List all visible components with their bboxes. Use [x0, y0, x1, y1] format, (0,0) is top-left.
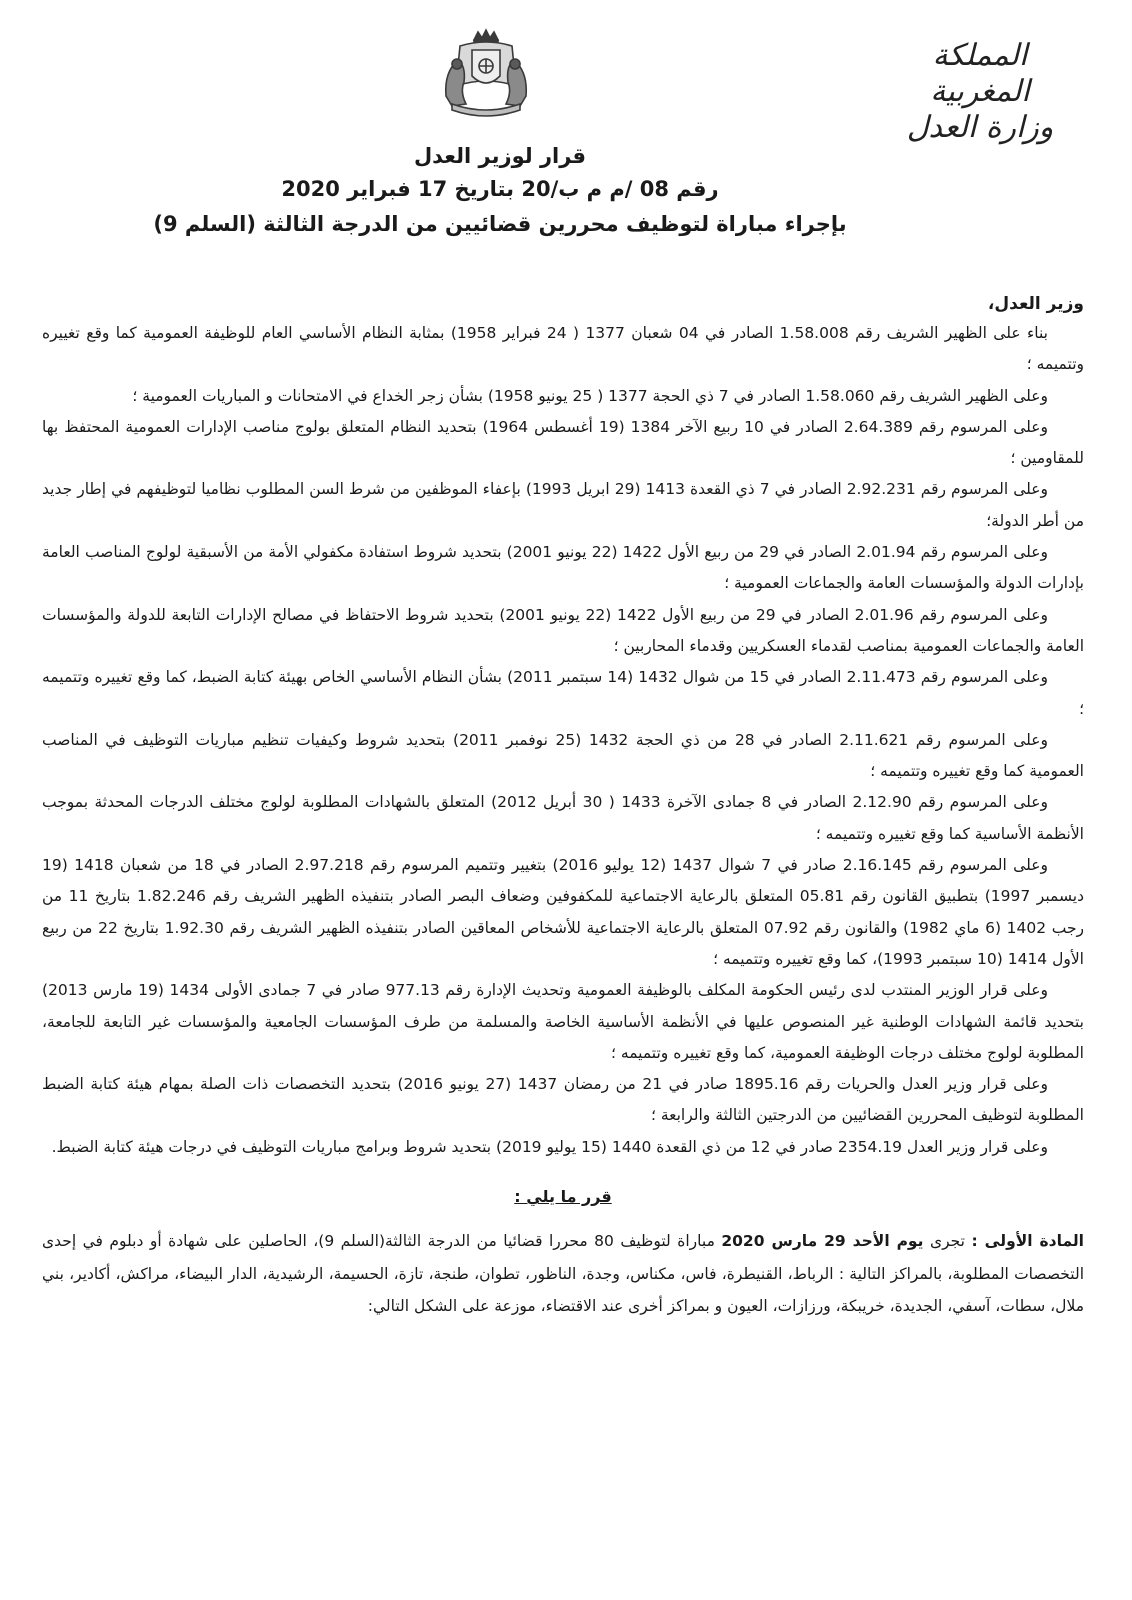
letterhead-kingdom: المملكة المغربية: [930, 38, 1030, 109]
decision-title-line1: قرار لوزير العدل: [413, 144, 587, 168]
preamble-paragraph: وعلى المرسوم رقم 2.64.389 الصادر في 10 ربيع الآخر 1384 (19 أغسطس 1964) بتحديد النظام المتعلق بولوج مناصب الإدارات العمومية المحتفظ بها للمقاومين ؛: [42, 417, 1084, 468]
preamble-paragraph: وعلى المرسوم رقم 2.16.145 صادر في 7 شوال 1437 (12 يوليو 2016) بتغيير وتتميم المرسوم رقم 2.97.218 الصادر في 18 من شعبان 1418 (19 ديسمبر 1997) بتطبيق القانون رقم 05.81 المتعلق بالرعاية الاجتماعية للمكفوفين وضعاف البصر الصادر بتنفيذه الظهير الشريف رقم 1.82.246 بتاريخ 11 من رجب 1402 (6 ماي 1982) والقانون رقم 07.92 المتعلق بالرعاية الاجتماعية للأشخاص المعاقين الصادر بتنفيذه الظهير الشريف رقم 1.92.30 بتاريخ 22 من ربيع الأول 1414 (10 سبتمبر 1993)، كما وقع تغييره وتتميمه ؛: [42, 856, 1085, 968]
preamble-paragraph: وعلى الظهير الشريف رقم 1.58.060 الصادر في 7 ذي الحجة 1377 ( 25 يونيو 1958) بشأن زجر الخداع في الامتحانات و المباريات العمومية ؛: [132, 386, 1048, 405]
preamble-paragraph: وعلى المرسوم رقم 2.01.94 الصادر في 29 من ربيع الأول 1422 (22 يونيو 2001) بتحديد شروط استفادة مكفولي الأمة من الأسبقية لولوج المناصب العامة بإدارات الدولة والمؤسسات العامة والجماعات العمومية ؛: [42, 543, 1084, 593]
preamble-paragraph: وعلى المرسوم رقم 2.11.473 الصادر في 15 من شوال 1432 (14 سبتمبر 2011) بشأن النظام الأساسي الخاص بهيئة كتابة الضبط، كما وقع تغييره وتتميمه ؛: [42, 668, 1084, 718]
decision-body: [42, 290, 1084, 1323]
article-one-text: مباراة لتوظيف 80 محررا قضائيا من الدرجة الثالثة(السلم 9)، الحاصلين على شهادة أو دبلوم في إحدى التخصصات المطلوبة، بالمراكز التالية : الرباط، القنيطرة، فاس، مكناس، وجدة، الناظور، تطوان، طنجة، تازة، الحسيمة، الرشيدية، الدار البيضاء، مراكش، أكادير، بني ملال، سطات، آسفي، الجديدة، خريبكة، ورزازات، العيون و بمراكز أخرى عند الاقتضاء، موزعة على الشكل التالي:: [42, 1232, 1084, 1316]
letterhead-ministry: وزارة العدل: [906, 110, 1054, 145]
decision-subject: بإجراء مباراة لتوظيف محررين قضائيين من الدرجة الثالثة (السلم 9): [153, 212, 847, 236]
preamble-paragraph: بناء على الظهير الشريف رقم 1.58.008 الصادر في 04 شعبان 1377 ( 24 فبراير 1958) بمثابة النظام الأساسي العام للوظيفة العمومية كما وقع تغييره وتتميمه ؛: [42, 324, 1084, 374]
preamble-paragraph: وعلى قرار الوزير المنتدب لدى رئيس الحكومة المكلف بالوظيفة العمومية وتحديث الإدارة رقم 977.13 صادر في 7 جمادى الأولى 1434 (19 مارس 2013) بتحديد قائمة الشهادات الوطنية غير المنصوص عليها في الأنظمة الأساسية الخاصة والمسلمة من طرف المؤسسات الجامعية والمؤسسات غير التابعة للجامعة، المطلوبة لولوج مختلف درجات الوظيفة العمومية، كما وقع تغييره وتتميمه ؛: [42, 981, 1084, 1062]
preamble-paragraph: وعلى المرسوم رقم 2.92.231 الصادر في 7 ذي القعدة 1413 (29 ابريل 1993) بإعفاء الموظفين من شرط السن المطلوب نظاميا لتوظيفهم في إطار جديد من أطر الدولة؛: [42, 480, 1084, 530]
decision-title: [150, 140, 850, 242]
article-one-lead: تجرى: [929, 1232, 965, 1251]
preamble-paragraph: وعلى المرسوم رقم 2.01.96 الصادر في 29 من ربيع الأول 1422 (22 يونيو 2001) بتحديد شروط الاحتفاظ في مصالح الإدارات التابعة للدولة والمؤسسات العامة والجماعات العمومية بمناصب لقدماء العسكريين وقدماء المحاربين ؛: [42, 605, 1084, 655]
decision-number-date: رقم 08 /م م ب/20 بتاريخ 17 فبراير 2020: [281, 177, 719, 201]
preamble-paragraph: وعلى قرار وزير العدل والحريات رقم 1895.16 صادر في 21 من رمضان 1437 (27 يونيو 2016) بتحديد التخصصات ذات الصلة بمهام هيئة كتابة الضبط المطلوبة لتوظيف المحررين القضائيين من الدرجتين الثالثة والرابعة ؛: [42, 1075, 1084, 1125]
article-one: [42, 1225, 1084, 1323]
letterhead: [890, 38, 1070, 146]
preamble-paragraph: وعلى المرسوم رقم 2.12.90 الصادر في 8 جمادى الآخرة 1433 ( 30 أبريل 2012) المتعلق بالشهادات المطلوبة لولوج مختلف الدرجات المحدثة بموجب الأنظمة الأساسية كما وقع تغييره وتتميمه ؛: [42, 793, 1084, 843]
addressee: وزير العدل،: [987, 294, 1084, 314]
article-one-date: يوم الأحد 29 مارس 2020: [721, 1232, 924, 1251]
coat-of-arms-icon: [430, 26, 542, 122]
decided-heading: قرر ما يلي :: [514, 1187, 612, 1207]
article-one-label: المادة الأولى :: [971, 1232, 1084, 1251]
preamble-paragraph: وعلى قرار وزير العدل 2354.19 صادر في 12 من ذي القعدة 1440 (15 يوليو 2019) بتحديد شروط وبرامج مباريات التوظيف في درجات هيئة كتابة الضبط.: [51, 1137, 1048, 1156]
preamble-paragraph: وعلى المرسوم رقم 2.11.621 الصادر في 28 من ذي الحجة 1432 (25 نوفمبر 2011) بتحديد شروط وكيفيات تنظيم مباريات التوظيف في المناصب العمومية كما وقع تغييره وتتميمه ؛: [42, 730, 1084, 781]
